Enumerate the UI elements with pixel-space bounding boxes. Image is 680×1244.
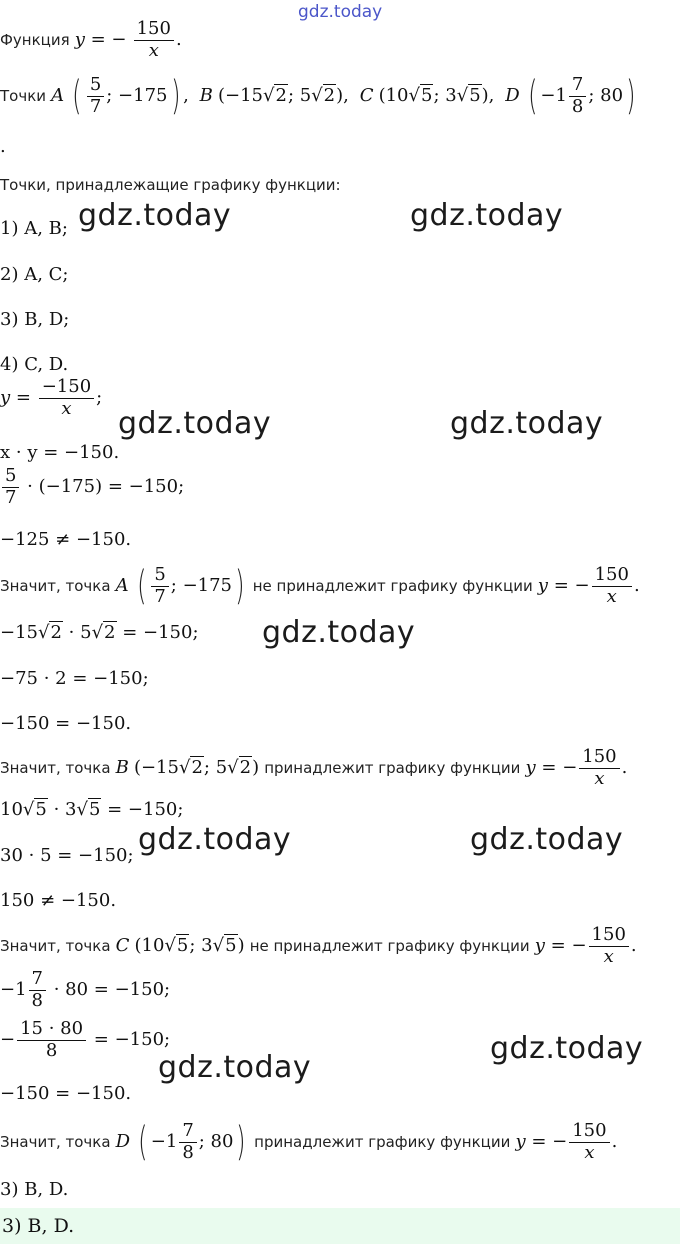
c-calc-1: 10√5 · 3√5 = −150; <box>0 799 184 820</box>
answer-text: 3) B, D. <box>2 1215 75 1237</box>
watermark: gdz.today <box>490 1031 644 1066</box>
c-calc-2: 30 · 5 = −150; <box>0 845 134 866</box>
function-label: Функция <box>0 30 70 49</box>
d-calc-3: −150 = −150. <box>0 1083 132 1104</box>
watermark: gdz.today <box>470 822 624 857</box>
b-calc-1: −15√2 · 5√2 = −150; <box>0 622 199 643</box>
a-conclusion: Значит, точка A ( $\frac{5}{7}$ ; −175) не принадлежит графику функции y = − $\frac{150}{x}$ . <box>0 563 640 610</box>
points-line: Точки A ( $\frac{5}{7}$ ; −175) , B (−15√2; 5√2), C (10√5; 3√5), D ( −1 $\frac{7}{8}$ ; 80) <box>0 73 636 120</box>
b-conclusion: Значит, точка B (−15√2; 5√2) принадлежит графику функции y = − $\frac{150}{x}$ . <box>0 746 628 789</box>
b-calc-2: −75 · 2 = −150; <box>0 668 149 689</box>
function-fraction: $\frac{150}{x}$ <box>134 20 174 61</box>
belong-label: Точки, принадлежащие графику функции: <box>0 176 341 194</box>
c-calc-3: 150 ≠ −150. <box>0 890 117 911</box>
option-2: 2) A, C; <box>0 264 69 285</box>
watermark: gdz.today <box>410 198 564 233</box>
watermark: gdz.today <box>450 406 604 441</box>
pre-answer: 3) B, D. <box>0 1179 69 1200</box>
watermark: gdz.today <box>158 1050 312 1085</box>
d-calc-2: − $\frac{15 \cdot 80}{8}$ = −150; <box>0 1018 171 1061</box>
watermark: gdz.today <box>262 615 416 650</box>
d-calc-1: −1 $\frac{7}{8}$ · 80 = −150; <box>0 968 171 1011</box>
a-calc-1: $\frac{5}{7}$ · (−175) = −150; <box>0 467 184 508</box>
solution-line-2: x · y = −150. <box>0 442 120 463</box>
c-conclusion: Значит, точка C (10√5; 3√5) не принадлежит графику функции y = − $\frac{150}{x}$ . <box>0 924 637 967</box>
solution-line-1: y = $\frac{-150}{x}$ ; <box>0 376 103 419</box>
watermark: gdz.today <box>118 406 272 441</box>
a-calc-2: −125 ≠ −150. <box>0 529 132 550</box>
site-logo: gdz.today <box>298 2 383 22</box>
option-3: 3) B, D; <box>0 309 70 330</box>
function-line: Функция y = − $\frac{150}{x}$ . <box>0 18 182 61</box>
b-calc-3: −150 = −150. <box>0 713 132 734</box>
points-label: Точки <box>0 86 47 105</box>
d-conclusion: Значит, точка D ( −1 $\frac{7}{8}$ ; 80) принадлежит графику функции y = − $\frac{150}{x}$ . <box>0 1119 618 1166</box>
answer-box <box>0 1208 680 1244</box>
watermark: gdz.today <box>78 198 232 233</box>
option-4: 4) C, D. <box>0 354 69 375</box>
option-1: 1) A, B; <box>0 218 68 239</box>
watermark: gdz.today <box>138 822 292 857</box>
